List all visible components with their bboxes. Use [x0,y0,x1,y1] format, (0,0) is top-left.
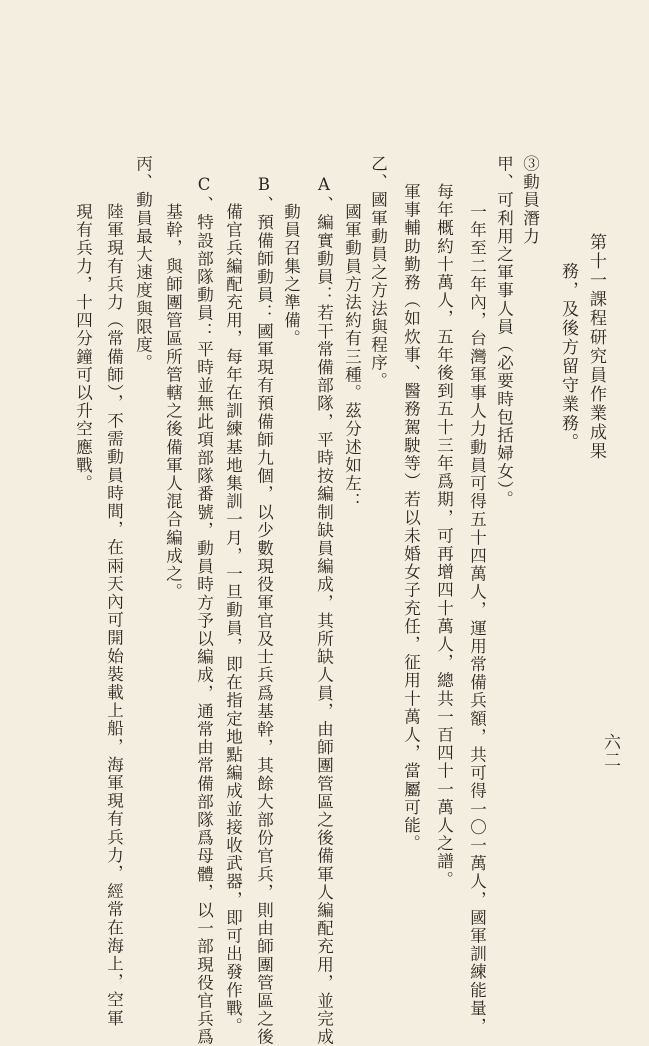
jia-paragraph-line: 軍事輔助勤務（如炊事、醫務駕駛等）若以未婚女子充任，征用十萬人，當屬可能。 [401,183,421,853]
item-b-line: 備官兵編配充用，每年在訓練基地集訓一月，一旦動員，即在指定地點編成並接收武器，即可出發作戰。 [223,203,243,1036]
jia-heading: 甲、可利用之軍事人員（必要時包括婦女）。 [494,155,514,509]
item-a-line: 動員召集之準備。 [281,203,301,348]
yi-intro: 國軍動員方法約有三種。茲分述如左： [342,203,362,511]
item-c-line: 基幹，與師團管區所管轄之後備軍人混合編成之。 [163,203,183,602]
bing-heading: 丙、動員最大速度與限度。 [133,155,153,373]
item-c-line: C、特設部隊動員：平時並無此項部隊番號，動員時方予以編成，通常由常備部隊爲母體，以一部現役官兵爲 [194,175,214,1046]
section-heading: ③動員潛力 [520,155,540,246]
jia-paragraph-line: 每年概約十萬人，五年後到五十三年爲期，可再增四十萬人，總共一百四十一萬人之譜。 [434,183,454,889]
yi-heading: 乙、國軍動員之方法與程序。 [368,155,388,391]
item-b-line: B、預備師動員：國軍現有預備師九個，以少數現役軍官及士兵爲基幹，其餘大部份官兵，則由師團管區之後 [254,175,274,1046]
item-a-line: A、編實動員：若干常備部隊，平時按編制缺員編成，其所缺人員，由師團管區之後備軍人編配充用，並完成 [314,175,334,1046]
bing-paragraph-line: 現有兵力，十四分鐘可以升空應戰。 [73,203,93,493]
jia-paragraph-line: 一年至二年內，台灣軍事人力動員可得五十四萬人，運用常備兵額，共可得一〇一萬人，國軍訓練能量， [467,203,487,1036]
running-header-title: 第十一課程研究員作業成果 [586,233,606,461]
continuation-line: 務，及後方留守業務。 [558,262,578,452]
bing-paragraph-line: 陸軍現有兵力（常備師），不需動員時間，在兩天內可開始裝載上船，海軍現有兵力，經常在海上，空軍 [104,203,124,1028]
page-number: 六二 [600,733,620,769]
